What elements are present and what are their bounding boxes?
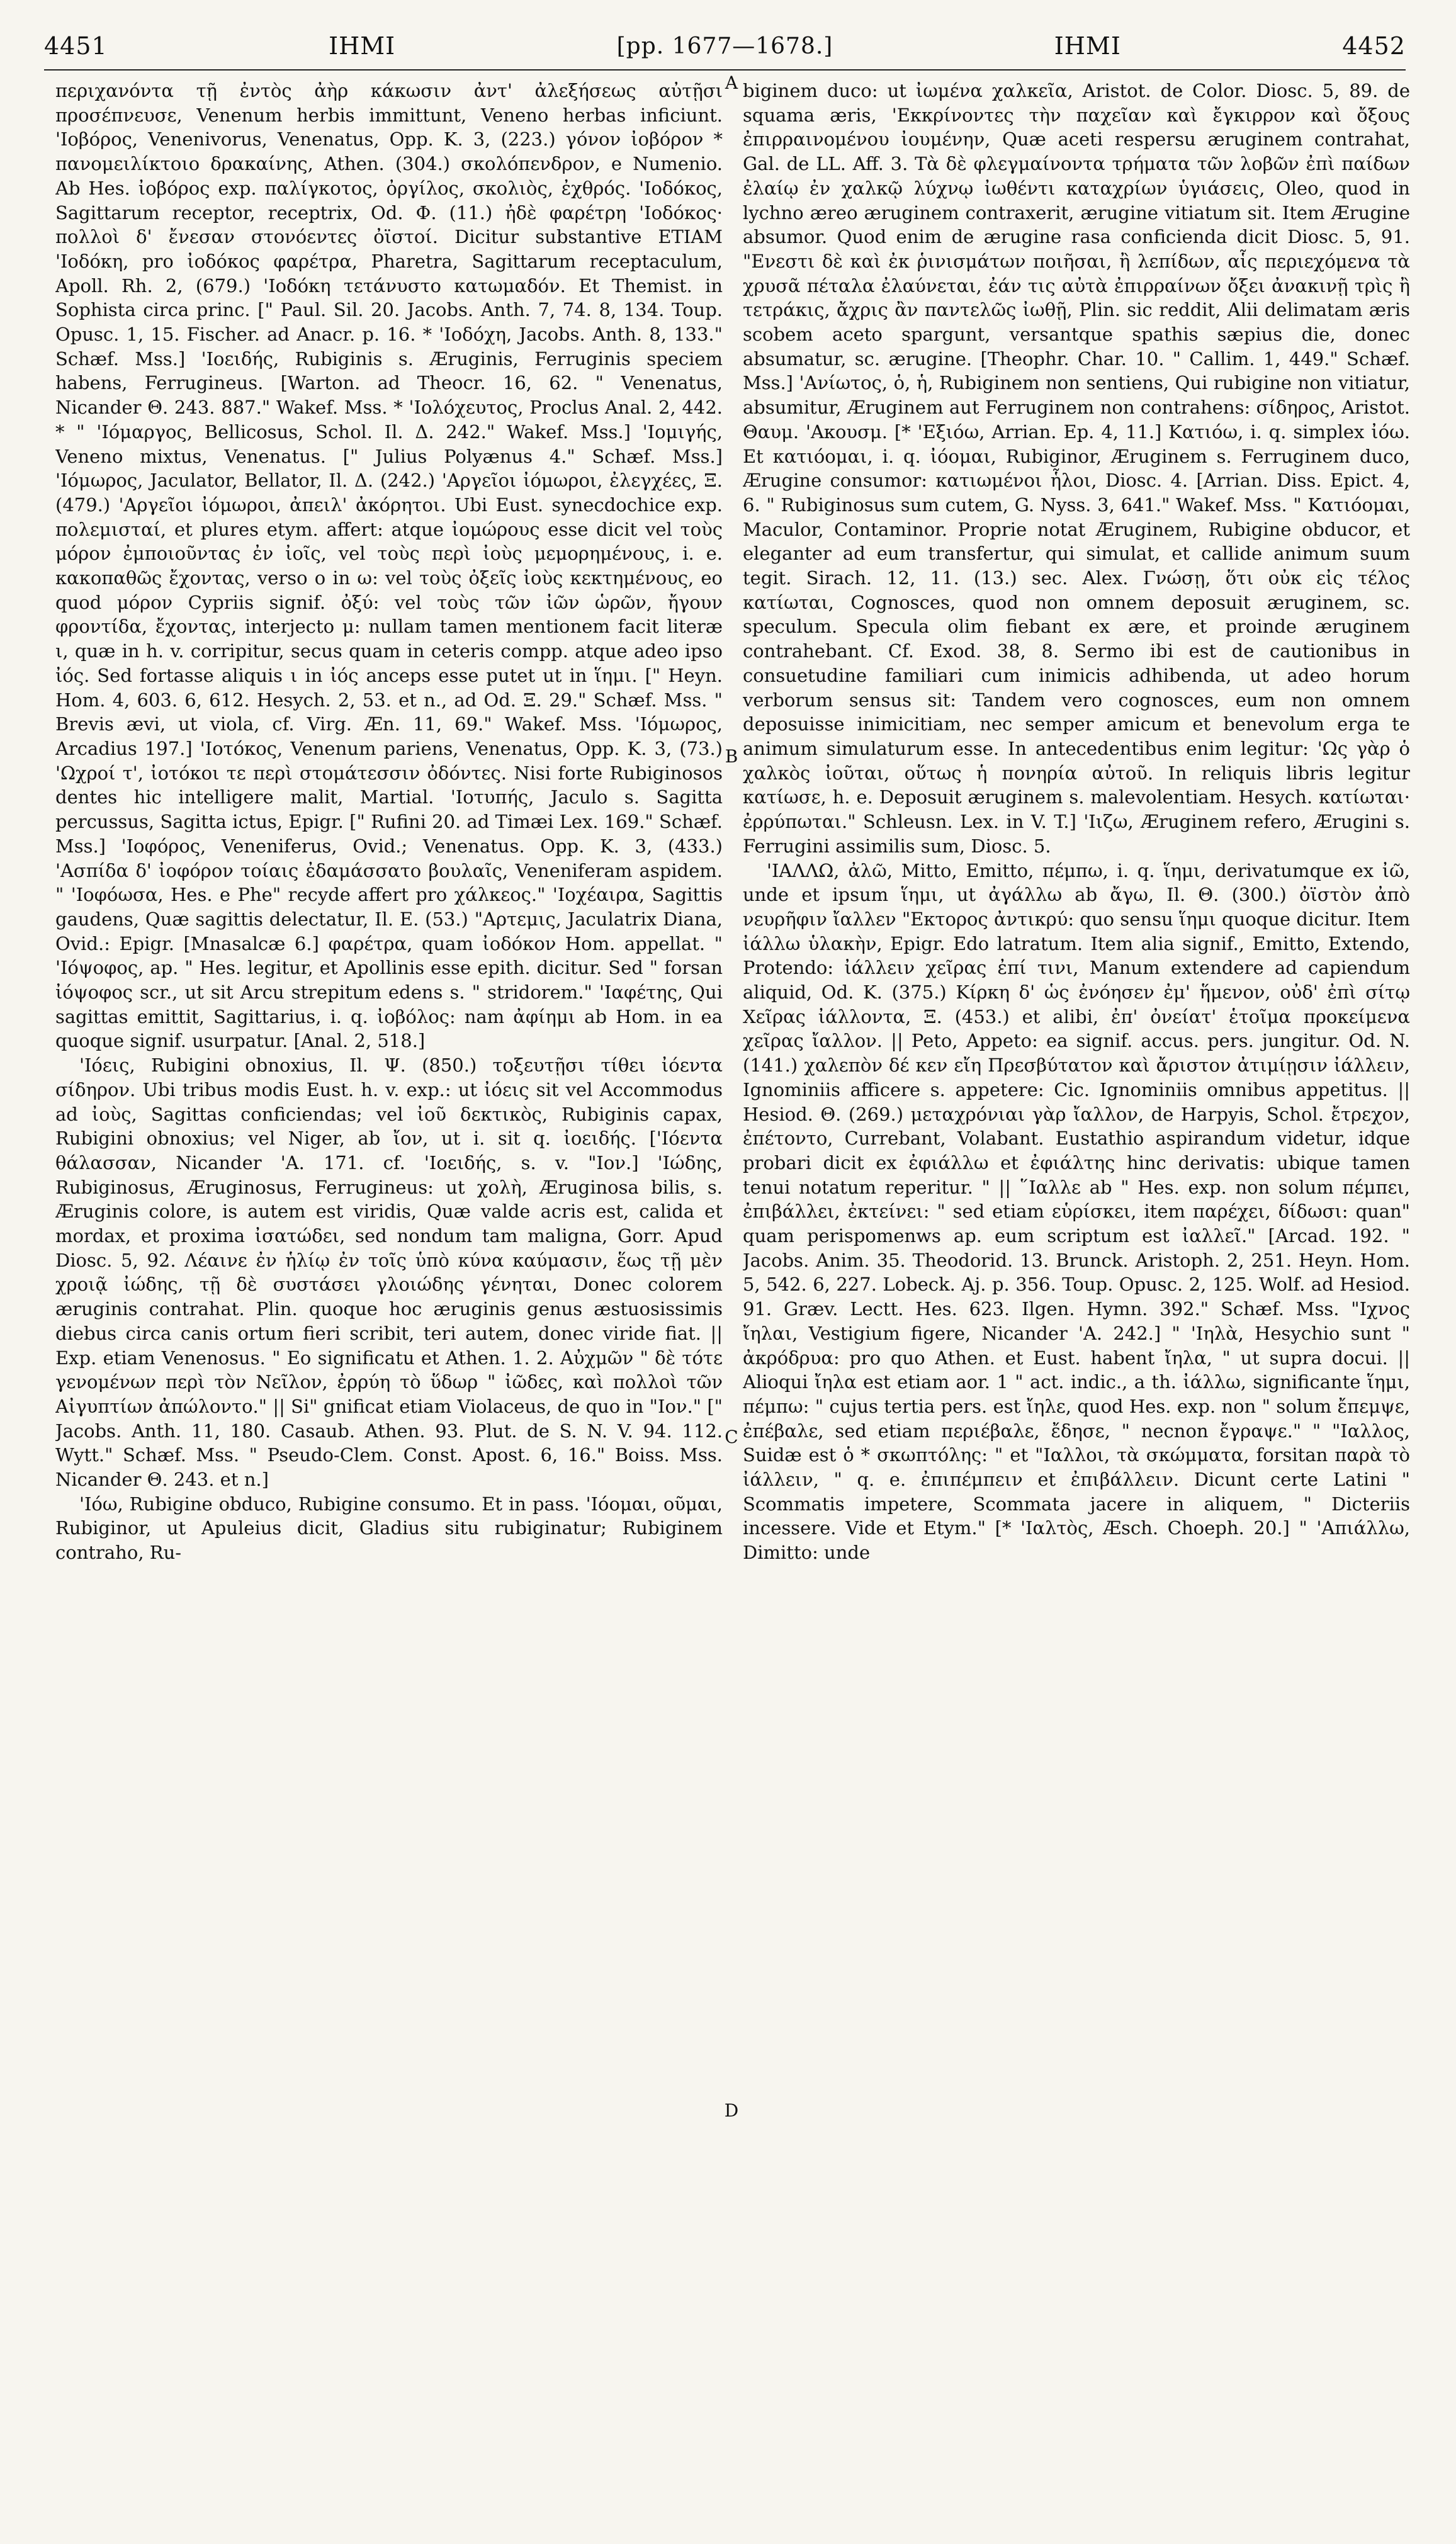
left-entry-2: 'Ιόεις, Rubigini obnoxius, Il. Ψ. (850.) τοξευτῇσι τίθει ἰόεντα σίδηρον. Ubi tribus modis Eust. h. v. exp.: ut ἰόεις sit vel Accommodus ad ἰοὺς, Sagittas conficiendas; vel ἰοῦ δεκτικὸς, Rubiginis capax, Rubigini obnoxius; vel Niger, ab ἴον, ut i. sit q. ἰοειδής. ['Ιόεντα θάλασσαν, Nicander 'A. 171. cf. 'Ιοειδής, s. v. "Ιον.] 'Ιώδης, Rubiginosus, Æruginosus, Ferrugineus: ut χολὴ, Æruginosa bilis, s. Æruginis colore, is autem est viridis, Quæ valde acris est, calida et mordax, et proxima ἰσατώδει, sed nondum tam maligna, Gorr. Apud Diosc. 5, 92. Λέαινε ἐν ἡλίῳ ἐν τοῖς ὑπὸ κύνα καύμασιν, ἕως τῇ μὲν χροιᾷ ἰώδης, τῇ δὲ συστάσει γλοιώδης γένηται, Donec colorem æruginis contrahat. Plin. quoque hoc æruginis genus æstuosissimis diebus circa canis ortum fieri scribit, teri autem, donec viride fiat. || Exp. etiam Venenosus. " Eo significatu et Athen. 1. 2. Αὐχμῶν " δὲ τότε γενομένων περὶ τὸν Νεῖλον, ἐρρύη τὸ ὕδωρ " ἰῶδες, καὶ πολλοὶ τῶν Αἰγυπτίων ἀπώλοντο." || Si" gnificat etiam Violaceus, de quo in "Ιον." [" Jacobs. Anth. 11, 180. Casaub. Athen. 93. Plut. de S. N. V. 94. 112. Wytt." Schæf. Mss. " Pseudo-Clem. Const. Apost. 6, 16." Boiss. Mss. Nicander Θ. 243. et n.] [55, 1054, 723, 1491]
left-entry-3: 'Ιόω, Rubigine obduco, Rubigine consumo. Et in pass. 'Ιόομαι, οῦμαι, Rubiginor, ut Apuleius dicit, Gladius situ rubiginatur; Rubiginem contraho, Ru- [55, 1493, 723, 1564]
left-page-number: 4451 [44, 32, 108, 60]
section-letter-b: B [725, 746, 738, 767]
page-header [44, 24, 1406, 68]
page-range: [pp. 1677—1678.] [616, 33, 833, 59]
right-column [743, 79, 1410, 2506]
left-entry-1: περιχανόντα τῇ ἐντὸς ἀὴρ κάκωσιν ἀντ' ἀλεξήσεως αὐτῇσι προσέπνευσε, Venenum herbis immittunt, Veneno herbas inficiunt. 'Ιοβόρος, Venenivorus, Venenatus, Opp. K. 3, (223.) γόνον ἰοβόρον * πανομειλίκτοιο δρακαίνης, Athen. (304.) σκολόπενδρον, e Numenio. Ab Hes. ἰοβόρος exp. παλίγκοτος, ὀργίλος, σκολιὸς, ἐχθρός. 'Ιοδόκος, Sagittarum receptor, receptrix, Od. Φ. (11.) ἠδὲ φαρέτρη 'Ιοδόκος· πολλοὶ δ' ἔνεσαν στονόεντες ὀϊστοί. Dicitur substantive ETIAM 'Ιοδόκη, pro ἰοδόκος φαρέτρα, Pharetra, Sagittarum receptaculum, Apoll. Rh. 2, (679.) 'Ιοδόκη τετάνυστο κατωμαδόν. Et Themist. in Sophista circa princ. [" Paul. Sil. 20. Jacobs. Anth. 7, 74. 8, 134. Toup. Opusc. 1, 15. Fischer. ad Anacr. p. 16. * 'Ιοδόχη, Jacobs. Anth. 8, 133." Schæf. Mss.] 'Ιοειδής, Rubiginis s. Æruginis, Ferruginis speciem habens, Ferrugineus. [Warton. ad Theocr. 16, 62. " Venenatus, Nicander Θ. 243. 887." Wakef. Mss. * 'Ιολόχευτος, Proclus Anal. 2, 442. * " 'Ιόμαργος, Bellicosus, Schol. Il. Δ. 242." Wakef. Mss.] 'Ιομιγής, Veneno mixtus, Venenatus. [" Julius Polyænus 4." Schæf. Mss.] 'Ιόμωρος, Jaculator, Bellator, Il. Δ. (242.) 'Αργεῖοι ἰόμωροι, ἐλεγχέες, Ξ. (479.) 'Αργεῖοι ἰόμωροι, ἀπειλ' ἀκόρητοι. Ubi Eust. synecdochice exp. πολεμισταί, et plures etym. affert: atque ἰομώρους esse dicit vel τοὺς μόρον ἐμποιοῦντας ἐν ἰοῖς, vel τοὺς περὶ ἰοὺς μεμορημένους, i. e. κακοπαθῶς ἔχοντας, verso o in ω: vel τοὺς ὀξεῖς ἰοὺς κεκτημένους, eo quod μόρον Cypriis signif. ὀξύ: vel τοὺς τῶν ἰῶν ὡρῶν, ἤγουν φροντίδα, ἔχοντας, interjecto μ: nullam tamen mentionem facit literæ ι, quæ in h. v. corripitur, secus quam in ceteris compp. atque adeo ipso ἰός. Sed fortasse aliquis ι in ἰός anceps esse putet ut in ἵημι. [" Heyn. Hom. 4, 603. 6, 612. Hesych. 2, 53. et n., ad Od. Ξ. 29." Schæf. Mss. " Brevis ævi, ut viola, cf. Virg. Æn. 11, 69." Wakef. Mss. 'Ιόμωρος, Arcadius 197.] 'Ιοτόκος, Venenum pariens, Venenatus, Opp. K. 3, (73.) 'Ωχροί τ', ἰοτόκοι τε περὶ στομάτεσσιν ὀδόντες. Nisi forte Rubiginosos dentes hic intelligere malit, Martial. 'Ιοτυπής, Jaculo s. Sagitta percussus, Sagitta ictus, Epigr. [" Rufini 20. ad Timæi Lex. 169." Schæf. Mss.] 'Ιοφόρος, Veneniferus, Ovid.; Venenatus. Opp. K. 3, (433.) 'Ασπίδα δ' ἰοφόρον τοίαις ἐδαμάσσατο βουλαῖς, Veneniferam aspidem. " 'Ιοφόωσα, Hes. e Phe" recyde affert pro χάλκεος." 'Ιοχέαιρα, Sagittis gaudens, Quæ sagittis delectatur, Il. E. (53.) "Αρτεμις, Jaculatrix Diana, Ovid.: Epigr. [Mnasalcæ 6.] φαρέτρα, quam ἰοδόκον Hom. appellat. " 'Ιόψοφος, ap. " Hes. legitur, et Apollinis esse epith. dicitur. Sed " forsan ἰόψοφος scr., ut sit Arcu strepitum edens s. " stridorem." 'Ιαφέτης, Qui sagittas emittit, Sagittarius, i. q. ἰοβόλος: nam ἀφίημι ab Hom. in ea quoque signif. usurpatur. [Anal. 2, 518.] [55, 80, 723, 1052]
section-letter-c: C [725, 1427, 738, 1447]
left-running-head: ΙΗΜΙ [329, 32, 396, 60]
section-letter-d: D [724, 2100, 739, 2121]
right-entry-2: 'ΙΑΛΛΩ, ἀλῶ, Mitto, Emitto, πέμπω, i. q. ἵημι, derivatumque ex ἰῶ, unde et ipsum ἵημι, ut ἀγάλλω ab ἄγω, Il. Θ. (300.) ὀϊστὸν ἀπὸ νευρῆφιν ἴαλλεν "Εκτορος ἀντικρύ: quo sensu ἵημι quoque dicitur. Item ἰάλλω ὑλακὴν, Epigr. Edo latratum. Item alia signif., Emitto, Extendo, Protendo: ἰάλλειν χεῖρας ἐπί τινι, Manum extendere ad capiendum aliquid, Od. K. (375.) Κίρκη δ' ὡς ἐνόησεν ἐμ' ἥμενον, οὐδ' ἐπὶ σίτῳ Χεῖρας ἰάλλοντα, Ξ. (453.) et alibi, ἐπ' ὀνείατ' ἑτοῖμα προκείμενα χεῖρας ἴαλλον. || Peto, Appeto: ea signif. accus. pers. jungitur. Od. N. (141.) χαλεπὸν δέ κεν εἴη Πρεσβύτατον καὶ ἄριστον ἀτιμίῃσιν ἰάλλειν, Ignominiis afficere s. appetere: Cic. Ignominiis omnibus appetitus. || Hesiod. Θ. (269.) μεταχρόνιαι γὰρ ἴαλλον, de Harpyis, Schol. ἔτρεχον, ἐπέτοντο, Currebant, Volabant. Eustathio aspirandum videtur, idque probari dicit ex ἐφιάλλω et ἐφιάλτης hinc derivatis: ubique tamen tenui notatum reperitur. " || ῞Ιαλλε ab " Hes. exp. non solum πέμπει, ἐπιβάλλει, ἐκτείνει: " sed etiam εὑρίσκει, item παρέχει, δίδωσι: quan" quam perispomenws ap. eum scriptum est ἰαλλεῖ." [Arcad. 192. " Jacobs. Anim. 35. Theodorid. 13. Brunck. Aristoph. 2, 251. Heyn. Hom. 5, 542. 6, 227. Lobeck. Aj. p. 356. Toup. Opusc. 2, 125. Wolf. ad Hesiod. 91. Græv. Lectt. Hes. 623. Ilgen. Hymn. 392." Schæf. Mss. "Ιχνος ἴηλαι, Vestigium figere, Nicander 'A. 242.] " 'Ιηλὰ, Hesychio sunt " ἀκρόδρυα: pro quo Athen. et Eust. habent ἴηλα, " ut supra docui. || Alioqui ἴηλα est etiam aor. 1 " act. indic., a th. ἰάλλω, significante ἵημι, πέμπω: " cujus tertia pers. est ἴηλε, quod Hes. exp. non " solum ἔπεμψε, ἐπέβαλε, sed etiam περιέβαλε, ἔδησε, " necnon ἔγραψε." " "Ιαλλος, Suidæ est ὁ * σκωπτόλης: " et "Ιαλλοι, τὰ σκώμματα, forsitan παρὰ τὸ ἰάλλειν, " q. e. ἐπιπέμπειν et ἐπιβάλλειν. Dicunt certe Latini " Scommatis impetere, Scommata jacere in aliquem, " Dicteriis incessere. Vide et Etym." [* 'Ιαλτὸς, Æsch. Choeph. 20.] " 'Απιάλλω, Dimitto: unde [743, 859, 1410, 1564]
header-rule [44, 69, 1406, 71]
right-page-number: 4452 [1342, 32, 1406, 60]
left-column [55, 79, 723, 2506]
section-letter-a: A [725, 72, 738, 93]
right-entry-1: biginem duco: ut ἰωμένα χαλκεῖα, Aristot. de Color. Diosc. 5, 89. de squama æris, 'Εκκρίνοντες τὴν παχεῖαν καὶ ἔγκιρρον καὶ ὄξους ἐπιρραινομένου ἰουμένην, Quæ aceti respersu æruginem contrahat, Gal. de LL. Aff. 3. Τὰ δὲ φλεγμαίνοντα τρήματα τῶν λοβῶν ἐπὶ παίδων ἐλαίῳ ἐν χαλκῷ λύχνῳ ἰωθέντι καταχρίων ὑγιάσεις, Oleo, quod in lychno æreo æruginem contraxerit, ærugine vitiatum sit. Item Ærugine absumor. Quod enim de ærugine rasa conficienda dicit Diosc. 5, 91. "Ενεστι δὲ καὶ ἐκ ῥινισμάτων ποιῆσαι, ἢ λεπίδων, αἷς περιεχόμενα τὰ χρυσᾶ πέταλα ἐλαύνεται, ἐάν τις αὐτὰ ἐπιρραίνων ὄξει ἀνακινῇ τρὶς ἢ τετράκις, ἄχρις ἂν παντελῶς ἰωθῇ, Plin. sic reddit, Alii delimatam æris scobem aceto spargunt, versantque spathis sæpius die, donec absumatur, sc. ærugine. [Theophr. Char. 10. " Callim. 1, 449." Schæf. Mss.] 'Ανίωτος, ὁ, ἡ, Rubiginem non sentiens, Qui rubigine non vitiatur, absumitur, Æruginem aut Ferruginem non contrahens: σίδηρος, Aristot. Θαυμ. 'Ακουσμ. [* 'Εξιόω, Arrian. Ep. 4, 11.] Κατιόω, i. q. simplex ἰόω. Et κατιόομαι, i. q. ἰόομαι, Rubiginor, Æruginem s. Ferruginem duco, Ærugine consumor: κατιωμένοι ἧλοι, Diosc. 4. [Arrian. Diss. Epict. 4, 6. " Rubiginosus sum cutem, G. Nyss. 3, 641." Wakef. Mss. " Κατιόομαι, Maculor, Contaminor. Proprie notat Æruginem, Rubigine obducor, et eleganter ad eum transfertur, qui simulat, et callide animum suum tegit. Sirach. 12, 11. (13.) sec. Alex. Γνώσῃ, ὅτι οὐκ εἰς τέλος κατίωται, Cognosces, quod non omnem deposuit æruginem, sc. speculum. Specula olim fiebant ex ære, et proinde æruginem contrahebant. Cf. Exod. 38, 8. Sermo ibi est de cautionibus in consuetudine familiari cum inimicis adhibenda, ut adeo horum verborum sensus sit: Tandem vero cognosces, eum non omnem deposuisse inimicitiam, nec semper amicum et benevolum erga te animum simulaturum esse. In antecedentibus enim legitur: 'Ως γὰρ ὁ χαλκὸς ἰοῦται, οὕτως ἡ πονηρία αὐτοῦ. In reliquis libris legitur κατίωσε, h. e. Deposuit æruginem s. malevolentiam. Hesych. κατίωται· ἐρρύπωται." Schleusn. Lex. in V. T.] 'Ιιζω, Æruginem refero, Ærugini s. Ferrugini assimilis sum, Diosc. 5. [743, 80, 1410, 857]
right-running-head: ΙΗΜΙ [1054, 32, 1121, 60]
